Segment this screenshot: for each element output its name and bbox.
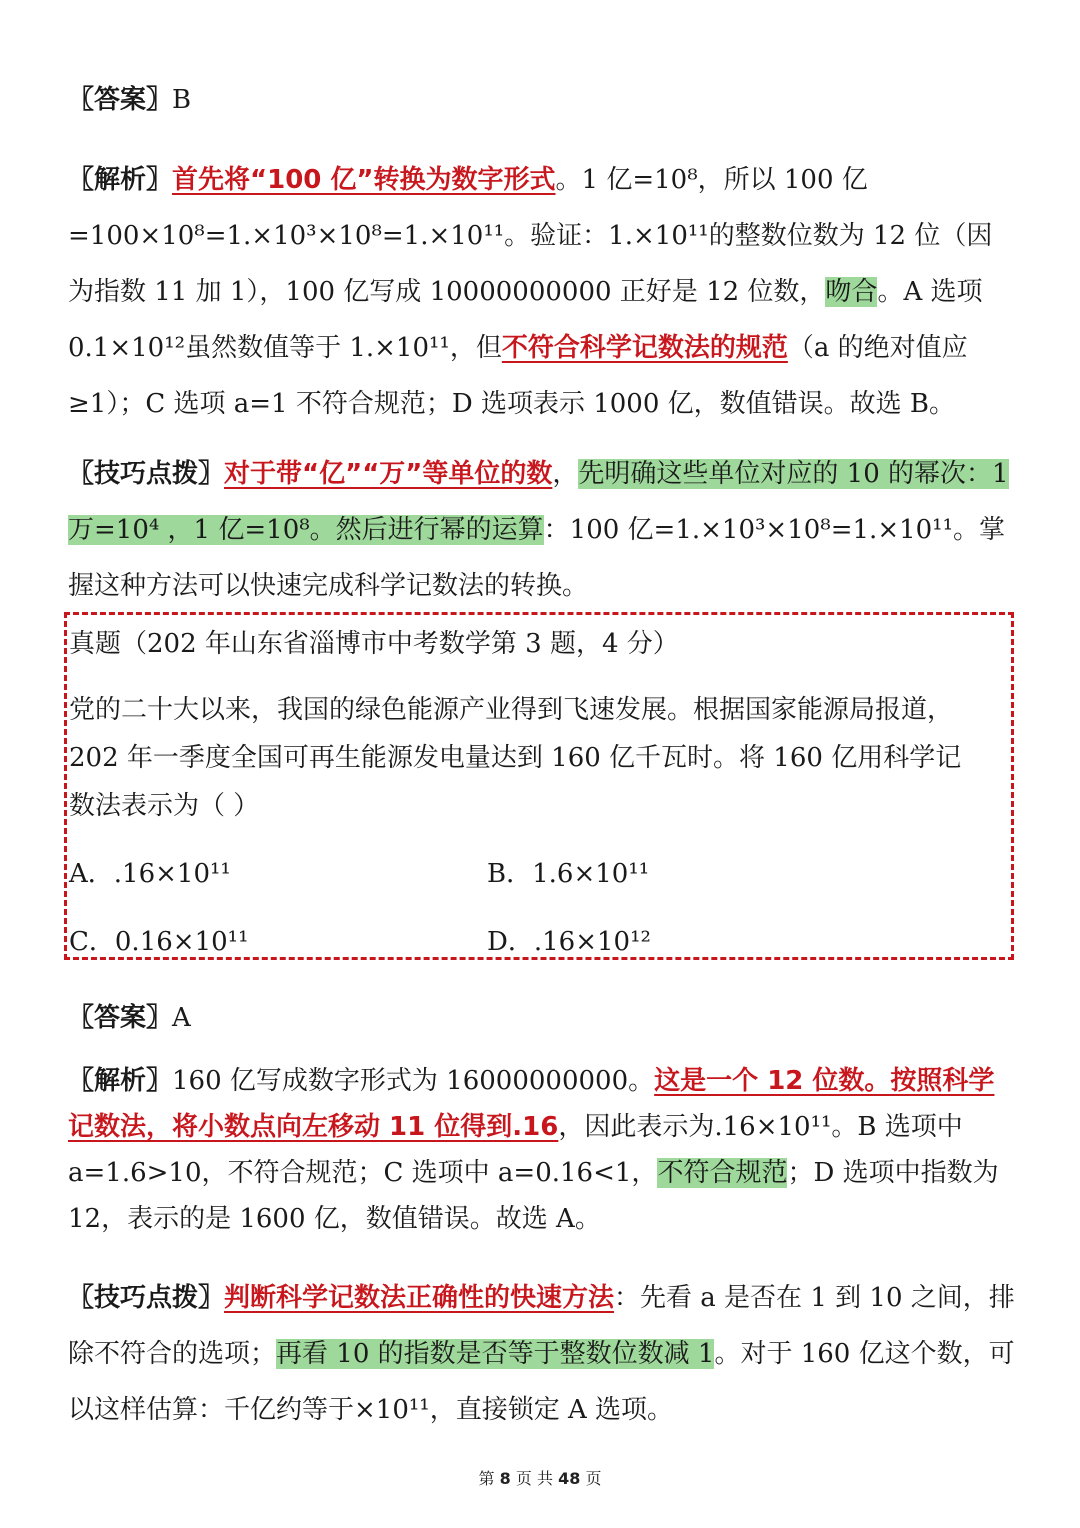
tip-text: ， — [552, 459, 579, 489]
analysis-label: 〖解析〗 — [68, 1066, 173, 1096]
analysis-text: 。1 亿=10⁸，所以 100 亿=100×10⁸=1.×10³×10⁸=1.×10¹¹。验证：1.×10¹¹的整数位数为 12 位（因为指数 11 加 1），100 亿写成 10000000000 正好是 12 位数， — [68, 165, 993, 307]
tip-highlight: 先明确这些单位对应的 10 的幂次：1 万=10⁴ ，1 亿=10⁸。然后进行幂的运算 — [68, 459, 1009, 545]
answer-2 — [68, 990, 1018, 1046]
answer-value: A — [172, 1003, 191, 1033]
footer-mid: 页 共 — [515, 1469, 553, 1488]
analysis-text: ；D 选项中指数为 12，表示的是 1600 亿，数值错误。故选 A。 — [68, 1158, 999, 1234]
answer-1 — [68, 72, 1018, 128]
question-box — [64, 612, 1014, 960]
analysis-2 — [68, 1058, 1018, 1242]
question-stem-line: 数法表示为（ ） — [69, 791, 260, 821]
analysis-emphasis: 不符合科学记数法的规范 — [501, 333, 788, 363]
answer-value: B — [172, 85, 192, 115]
analysis-emphasis: 这是一个 12 位数。按照科学记数法，将小数点向左移动 11 位得到.16 — [68, 1066, 995, 1142]
tip-1 — [68, 446, 1018, 614]
tip-label: 〖技巧点拨〗 — [68, 459, 225, 489]
tip-text: ：100 亿=1.×10³×10⁸=1.×10¹¹。掌握这种方法可以快速完成科学记数法的转换。 — [68, 515, 1006, 601]
page-footer — [0, 1466, 1080, 1489]
page-total: 48 — [558, 1469, 581, 1488]
analysis-text: 。A 选项 0.1×10¹²虽然数值等于 1.×10¹¹，但 — [68, 277, 983, 363]
analysis-highlight: 不符合规范 — [657, 1158, 788, 1188]
analysis-highlight: 吻合 — [825, 277, 878, 307]
question-stem-line: 202 年一季度全国可再生能源发电量达到 160 亿千瓦时。将 160 亿用科学记 — [69, 743, 962, 773]
option-c: C．0.16×10¹¹ — [69, 927, 249, 957]
page-number: 8 — [499, 1469, 511, 1488]
footer-suffix: 页 — [585, 1469, 602, 1488]
footer-prefix: 第 — [478, 1469, 495, 1488]
option-b: B．1.6×10¹¹ — [487, 859, 650, 889]
analysis-label: 〖解析〗 — [68, 165, 173, 195]
question-stem-line: 党的二十大以来，我国的绿色能源产业得到飞速发展。根据国家能源局报道， — [69, 695, 954, 725]
option-a: A．.16×10¹¹ — [69, 859, 231, 889]
option-d: D．.16×10¹² — [487, 927, 651, 957]
analysis-1 — [68, 152, 1018, 432]
tip-text: 。对于 160 亿这个数，可以这样估算：千亿约等于×10¹¹，直接锁定 A 选项。 — [68, 1339, 1015, 1425]
analysis-text: ，因此表示为.16×10¹¹。B 选项中 a=1.6>10，不符合规范；C 选项中 a=0.16<1， — [68, 1112, 963, 1188]
tip-text: ：先看 a 是否在 1 到 10 之间，排除不符合的选项； — [68, 1283, 1015, 1369]
answer-label: 〖答案〗 — [68, 1003, 173, 1033]
tip-emphasis: 对于带“亿”“万”等单位的数 — [224, 459, 553, 489]
analysis-text: 160 亿写成数字形式为 16000000000。 — [172, 1066, 655, 1096]
answer-label: 〖答案〗 — [68, 85, 173, 115]
analysis-text: （a 的绝对值应≥1）；C 选项 a=1 不符合规范；D 选项表示 1000 亿，数值错误。故选 B。 — [68, 333, 968, 419]
analysis-emphasis: 首先将“100 亿”转换为数字形式 — [172, 165, 556, 195]
tip-label: 〖技巧点拨〗 — [68, 1283, 225, 1313]
tip-highlight: 再看 10 的指数是否等于整数位数减 1 — [276, 1339, 715, 1369]
tip-emphasis: 判断科学记数法正确性的快速方法 — [224, 1283, 615, 1313]
question-source: 真题（202 年山东省淄博市中考数学第 3 题，4 分） — [69, 629, 679, 659]
tip-2 — [68, 1270, 1018, 1438]
